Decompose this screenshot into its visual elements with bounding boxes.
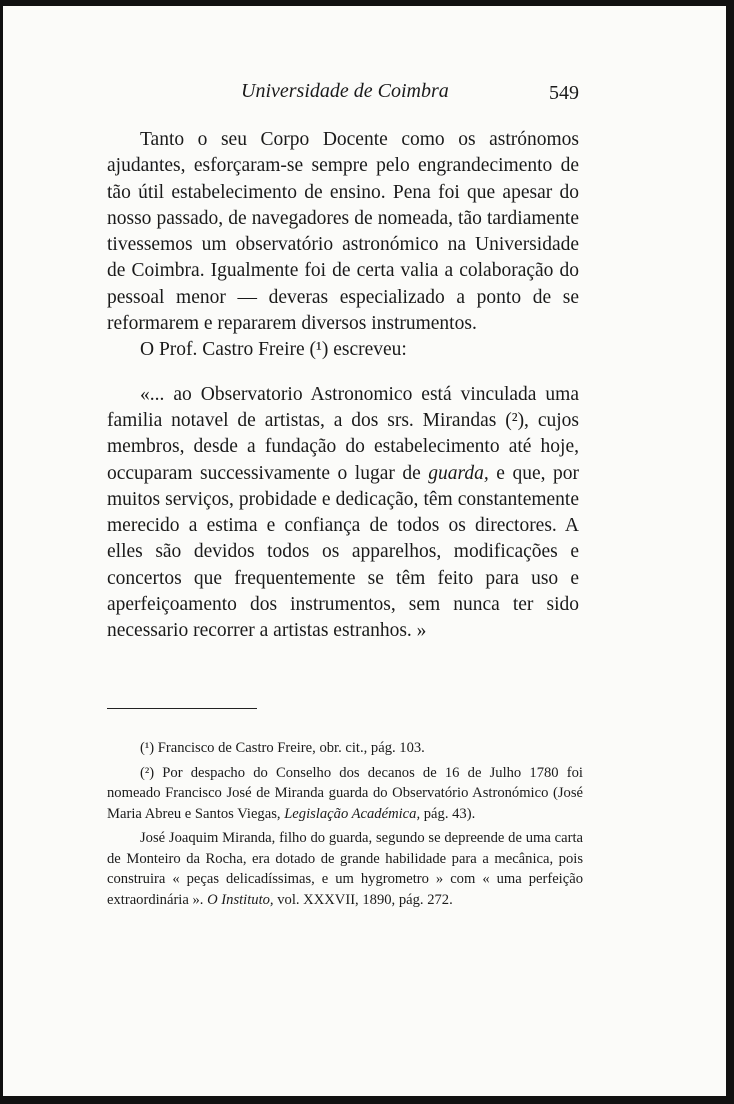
page-header: [3, 80, 726, 110]
footnote-3-text-start: José Joaquim Miranda, filho do guarda, segundo se depreende de uma carta de Monteiro da Rocha, era dotado de grande habilidade para a mecânica, pois construira « peças delicadíssimas, e um hygrometro » com « uma perfeição extraordinária ».: [107, 830, 583, 908]
paragraph-2: O Prof. Castro Freire (¹) escreveu:: [140, 339, 407, 361]
page-number: 549: [549, 82, 579, 104]
footnote-1: (¹) Francisco de Castro Freire, obr. cit., pág. 103.: [140, 740, 425, 756]
footnote-3-title: O Instituto,: [207, 891, 274, 908]
block-quote: [107, 382, 579, 645]
footnote-2-text-end: pág. 43).: [420, 805, 476, 822]
footnote-2-title: Legislação Académica,: [284, 805, 421, 822]
quote-emphasis: guarda,: [428, 462, 489, 484]
footnote-separator: [107, 708, 257, 709]
footnote-2: [107, 763, 583, 825]
footnote-3: [107, 828, 583, 910]
paragraph-1: Tanto o seu Corpo Docente como os astrónomos ajudantes, esforçaram-se sempre pelo engrandecimento de tão útil estabelecimento de ensino. Pena foi que apesar do nosso passado, de navegadores de nomeada, tão tardiamente tivessemos um observatório astronómico na Universidade de Coimbra. Igualmente foi de certa valia a colaboração do pessoal menor — deveras especializado a ponto de se reformarem e repararem diversos instrumentos.: [107, 129, 579, 335]
quote-text-start: «... ao Observatorio Astronomico está vinculada uma familia notavel de artistas, a dos srs. Mirandas (²), cujos membros, desde a fundação do estabelecimento até hoje, occuparam successivamente o lugar de: [107, 383, 579, 484]
footnote-2-text-start: (²) Por despacho do Conselho dos decanos de 16 de Julho 1780 foi nomeado Francisco José de Miranda guarda do Observatório Astronómico (José Maria Abreu e Santos Viegas,: [107, 764, 583, 822]
footnotes: [107, 738, 583, 910]
quote-text-end: e que, por muitos serviços, probidade e dedicação, têm constantemente merecido a estima e confiança de todos os directores. A elles são devidos todos os apparelhos, modificações e concertos que frequentemente se têm feito para uso e aperfeiçoamento dos instrumentos, sem nunca ter sido necessario recorrer a artistas estranhos. »: [107, 462, 580, 642]
running-head: Universidade de Coimbra: [241, 80, 449, 102]
body-text: [107, 127, 579, 645]
footnote-3-text-end: vol. XXXVII, 1890, pág. 272.: [273, 891, 453, 908]
